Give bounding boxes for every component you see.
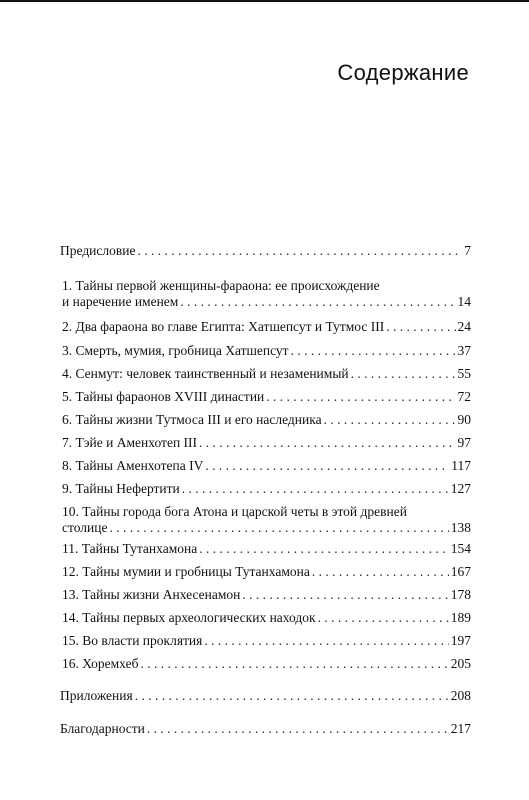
toc-entry-label: 14. Тайны первых археологических находок [62,610,316,625]
toc-entry-chapter-1[interactable] [60,278,471,310]
toc-entry-chapter-15[interactable] [60,633,471,649]
leader-dots [324,412,456,428]
top-rule [0,0,529,2]
toc-entry-page: 217 [450,721,471,736]
toc-entry-label-cont: и наречение именем [62,294,179,309]
toc-entry-page: 90 [457,412,471,427]
leader-dots [199,541,449,557]
toc-entry-chapter-11[interactable] [60,541,471,557]
toc-entry-page: 189 [450,610,471,625]
toc-entry-label: 1. Тайны первой женщины-фараона: ее происхождение [62,278,380,293]
leader-dots [182,481,449,497]
leader-dots [180,294,455,310]
leader-dots [135,688,449,704]
toc-entry-label: 5. Тайны фараонов XVIII династии [62,389,265,404]
toc-entry-label: 8. Тайны Аменхотепа IV [62,458,204,473]
toc-entry-page: 24 [457,319,471,334]
toc-entry-page: 167 [450,564,471,579]
page-title: Содержание [337,60,469,85]
leader-dots [109,520,448,536]
toc-entry-acknowledgements[interactable] [60,721,471,737]
leader-dots [140,656,448,672]
toc-entry-page: 14 [457,294,471,309]
toc-entry-label: Благодарности [60,721,145,736]
toc-entry-label: 9. Тайны Нефертити [62,481,180,496]
leader-dots [242,587,448,603]
leader-dots [199,435,455,451]
toc-entry-label: 7. Тэйе и Аменхотеп III [62,435,198,450]
leader-dots [147,721,449,737]
toc-entry-chapter-3[interactable] [60,343,471,359]
toc-entry-page: 205 [450,656,471,671]
toc-entry-page: 127 [450,481,471,496]
toc-entry-label: 16. Хоремхеб [62,656,139,671]
toc-entry-chapter-4[interactable] [60,366,471,382]
toc-entry-chapter-6[interactable] [60,412,471,428]
toc-entry-label: 13. Тайны жизни Анхесенамон [62,587,241,602]
toc-entry-chapter-2[interactable] [60,319,471,335]
toc-entry-label: 4. Сенмут: человек таинственный и незаменимый [62,366,349,381]
toc-entry-page: 72 [457,389,471,404]
toc-entry-label: 15. Во власти проклятия [62,633,203,648]
toc-entry-chapter-14[interactable] [60,610,471,626]
toc-entry-page: 97 [457,435,471,450]
toc-entry-page: 208 [450,688,471,703]
leader-dots [386,319,455,335]
toc-entry-page: 7 [464,243,471,258]
leader-dots [351,366,456,382]
toc-entry-chapter-5[interactable] [60,389,471,405]
toc-entry-label: Предисловие [60,243,136,258]
leader-dots [291,343,456,359]
toc-entry-chapter-8[interactable] [60,458,471,474]
toc-entry-chapter-9[interactable] [60,481,471,497]
leader-dots [137,243,462,259]
toc-entry-chapter-16[interactable] [60,656,471,672]
leader-dots [318,610,449,626]
toc-entry-label: 12. Тайны мумии и гробницы Тутанхамона [62,564,310,579]
toc-entry-page: 55 [457,366,471,381]
toc-entry-page: 117 [451,458,471,473]
toc-entry-label: 3. Смерть, мумия, гробница Хатшепсут [62,343,289,358]
toc-entry-label: 11. Тайны Тутанхамона [62,541,198,556]
toc-entry-page: 154 [450,541,471,556]
toc-entry-page: 138 [450,520,471,535]
toc-entry-appendices[interactable] [60,688,471,704]
toc-entry-chapter-10[interactable] [60,504,471,536]
toc-entry-label: 6. Тайны жизни Тутмоса III и его наследника [62,412,322,427]
toc-entry-label: 10. Тайны города бога Атона и царской четы в этой древней [62,504,407,519]
leader-dots [312,564,449,580]
toc-entry-page: 37 [457,343,471,358]
leader-dots [204,633,448,649]
toc-entry-label-cont: столице [62,520,108,535]
toc-entry-label: Приложения [60,688,133,703]
toc-entry-chapter-12[interactable] [60,564,471,580]
toc-entry-page: 178 [450,587,471,602]
toc-entry-chapter-7[interactable] [60,435,471,451]
toc-entry-label: 2. Два фараона во главе Египта: Хатшепсут и Тутмос III [62,319,385,334]
toc-entry-chapter-13[interactable] [60,587,471,603]
toc-entry-preface[interactable] [60,243,471,259]
leader-dots [266,389,455,405]
toc-entry-page: 197 [450,633,471,648]
leader-dots [205,458,449,474]
